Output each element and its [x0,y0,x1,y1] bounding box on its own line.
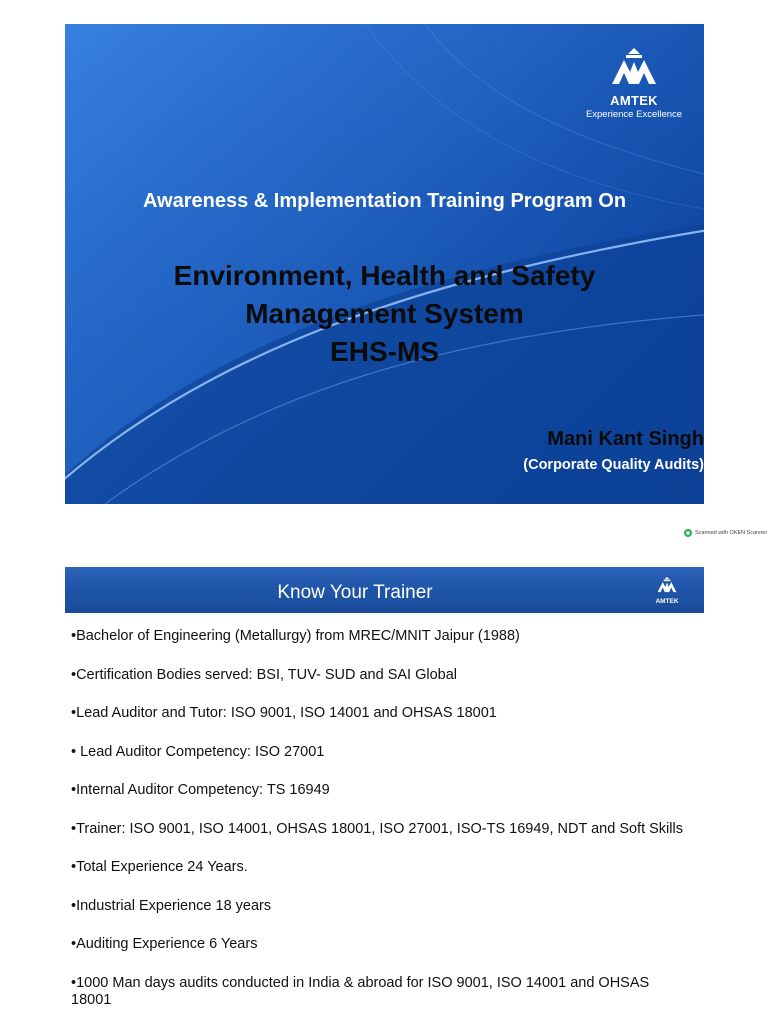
slide-title-line-2: Management System [245,298,524,329]
amtek-logo-small [649,576,685,605]
list-item: •Auditing Experience 6 Years [71,936,258,952]
list-item: •Internal Auditor Competency: TS 16949 [71,782,330,798]
trainer-slide-title: Know Your Trainer [277,582,433,603]
scanner-logo-icon [684,529,692,537]
presenter-name: Mani Kant Singh [547,428,704,450]
amtek-logo [569,46,699,120]
list-item: •Bachelor of Engineering (Metallurgy) from MREC/MNIT Jaipur (1988) [71,628,520,644]
scanner-watermark-text: Scanned with OKEN Scanner [695,530,768,536]
amtek-logo-icon [606,46,662,86]
list-item: •Lead Auditor and Tutor: ISO 9001, ISO 14001 and OHSAS 18001 [71,705,497,721]
logo-brand-small: AMTEK [655,598,679,605]
amtek-logo-icon [655,576,679,593]
list-item: •Total Experience 24 Years. [71,859,248,875]
trainer-slide-header [65,567,704,613]
slide-title [65,257,704,371]
slide-subtitle: Awareness & Implementation Training Program On [142,190,627,212]
trainer-credentials-list [71,628,691,1024]
list-item: •Industrial Experience 18 years [71,897,272,914]
scanner-watermark [684,529,767,537]
slide-title-line-1: Environment, Health and Safety [173,260,596,291]
list-item: •Trainer: ISO 9001, ISO 14001, OHSAS 18001, ISO 27001, ISO-TS 16949, NDT and Soft Skills [71,820,683,837]
presenter-role: (Corporate Quality Audits) [523,457,704,473]
slide-title-line-3: EHS-MS [330,336,439,367]
list-item: • Lead Auditor Competency: ISO 27001 [71,743,325,760]
list-item: •1000 Man days audits conducted in India & abroad for ISO 9001, ISO 14001 and OHSAS 18001 [71,974,650,1008]
title-slide [65,24,704,504]
logo-brand: AMTEK [610,93,658,108]
logo-tagline: Experience Excellence [585,109,683,120]
list-item: •Certification Bodies served: BSI, TUV- SUD and SAI Global [71,666,458,683]
